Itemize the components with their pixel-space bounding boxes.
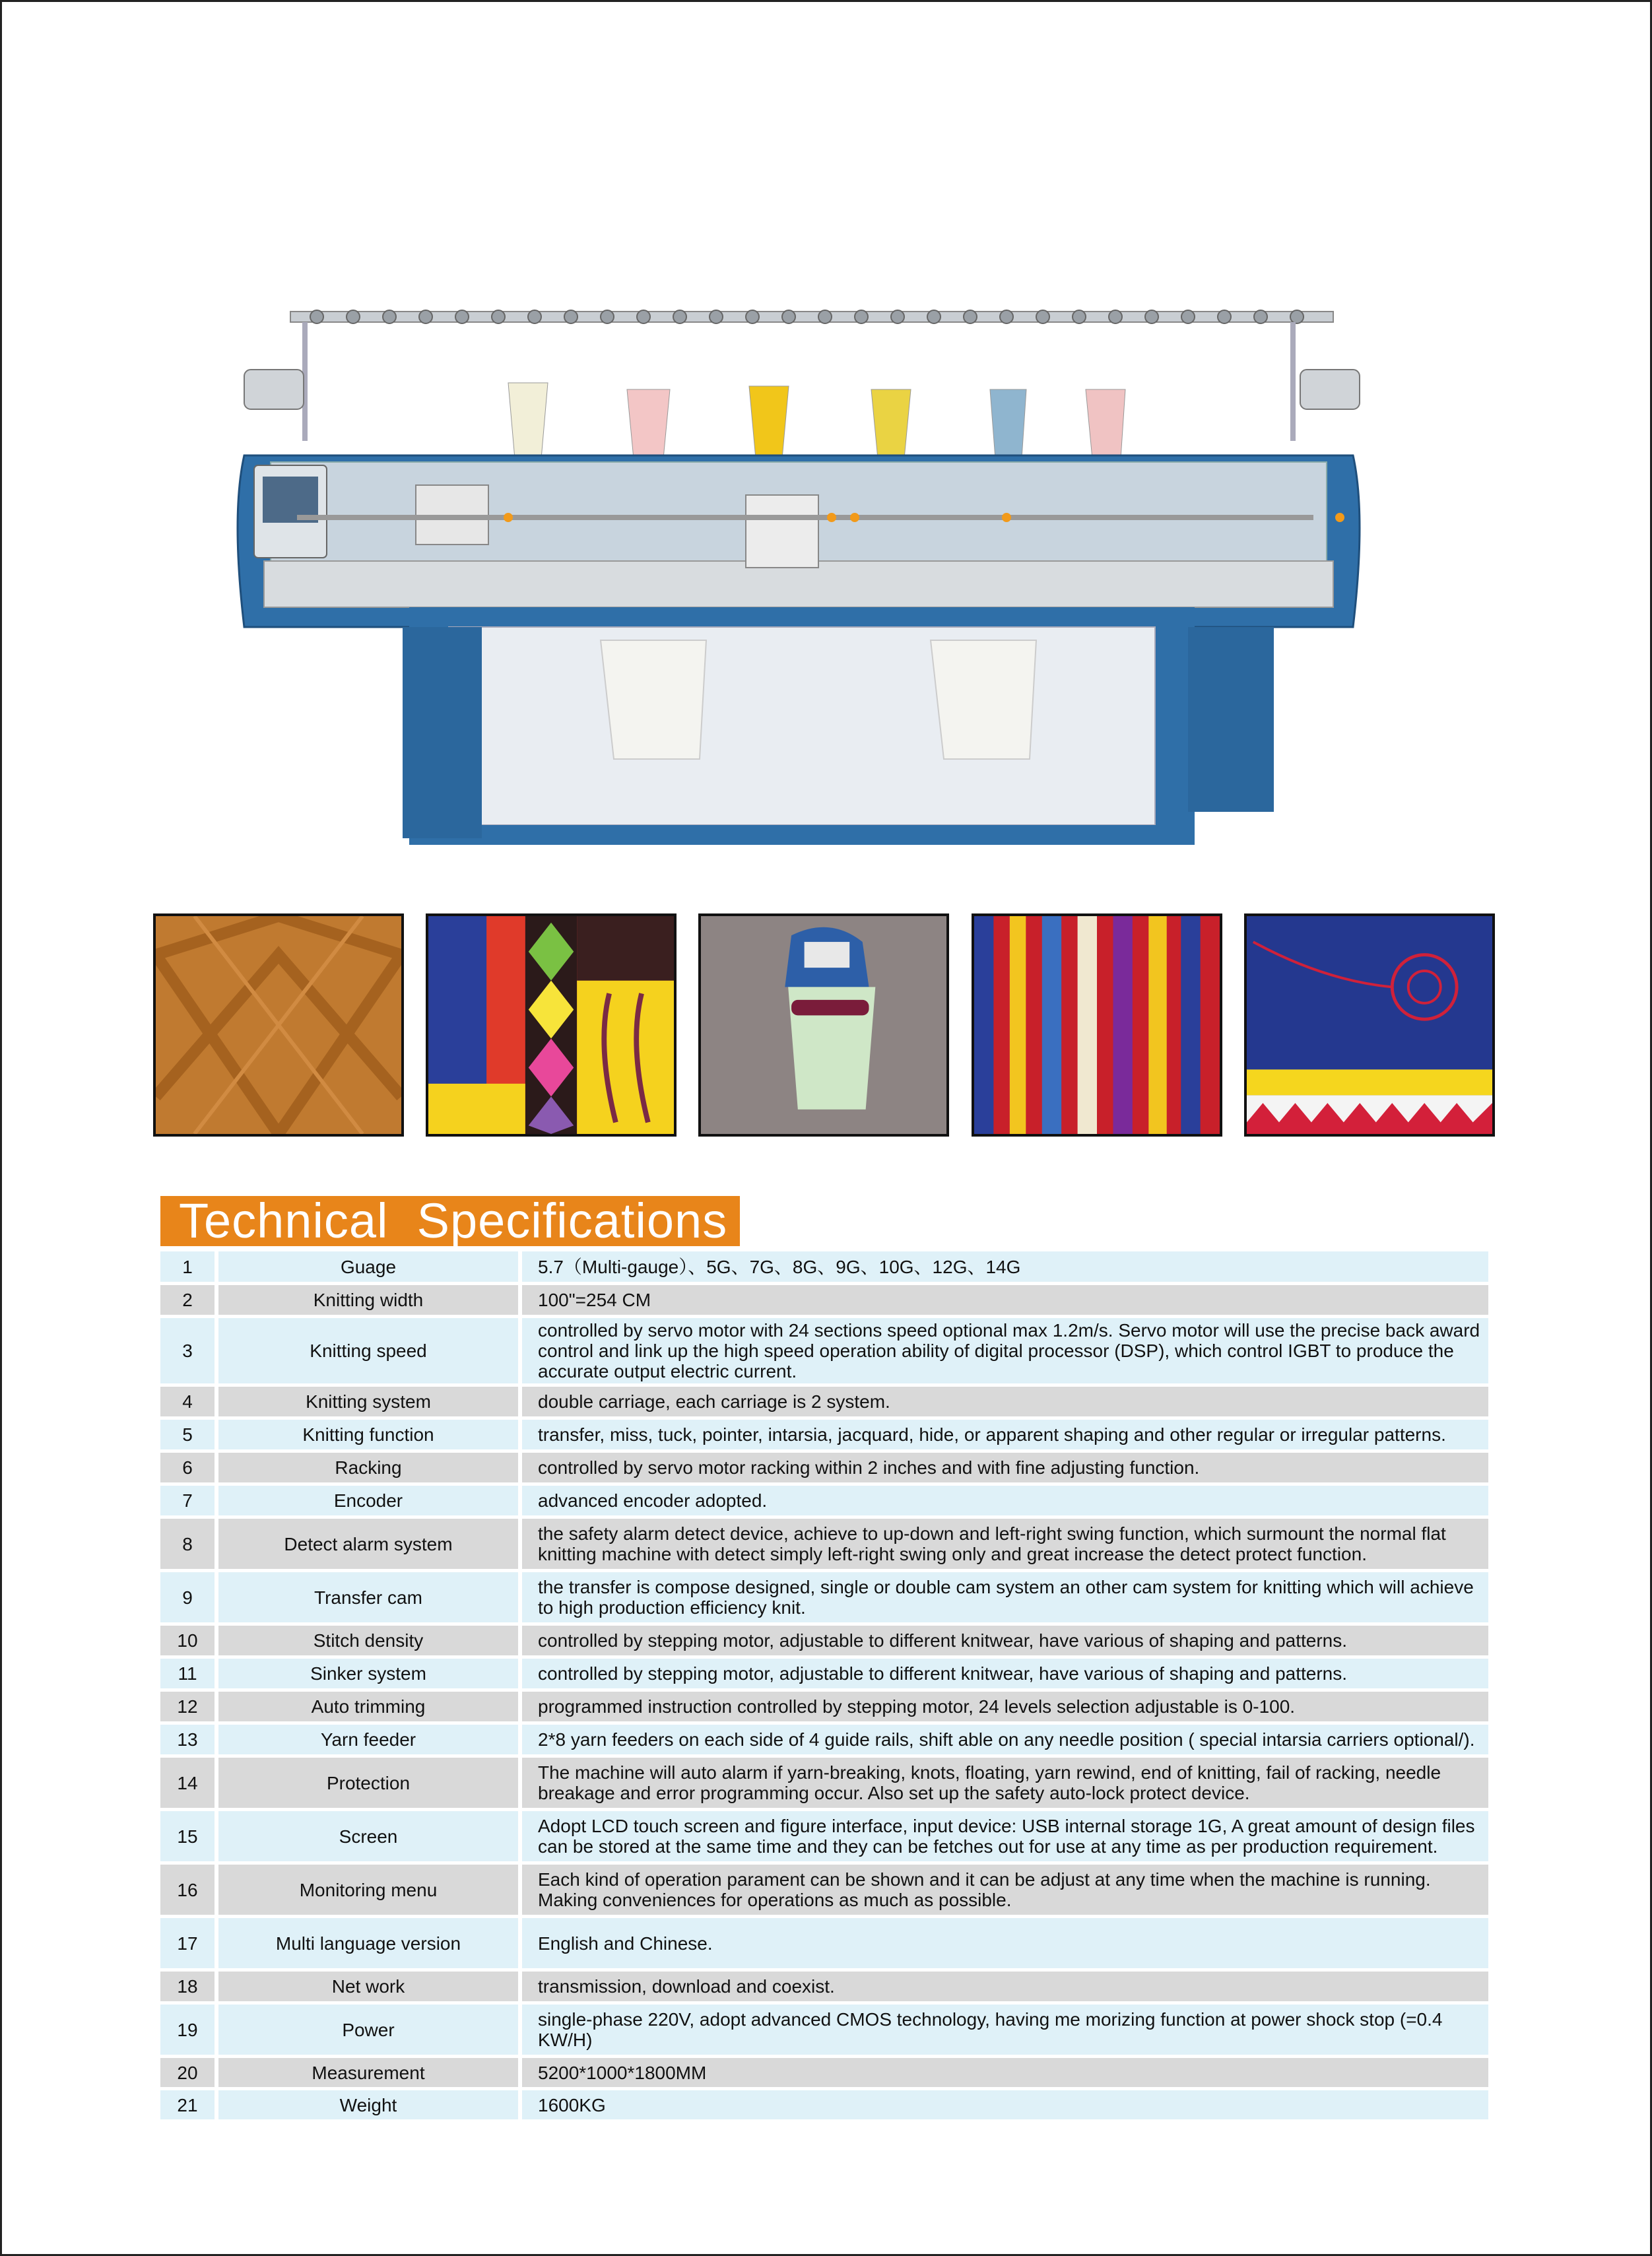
intarsia-argyle-sample — [428, 916, 674, 1134]
row-number: 1 — [160, 1251, 215, 1282]
spec-name: Detect alarm system — [218, 1519, 518, 1569]
spec-value: controlled by servo motor racking within 2 inches and with fine adjusting function. — [522, 1453, 1488, 1482]
spec-value: the transfer is compose designed, single or double cam system an other cam system for knitting which will achieve to high production efficiency knit. — [522, 1572, 1488, 1622]
spec-name: Knitting speed — [218, 1318, 518, 1383]
spec-name: Multi language version — [218, 1918, 518, 1968]
spec-value: advanced encoder adopted. — [522, 1486, 1488, 1515]
table-row — [160, 1251, 1488, 1282]
row-number: 15 — [160, 1811, 215, 1861]
spec-value: English and Chinese. — [522, 1918, 1488, 1968]
spec-value: transmission, download and coexist. — [522, 1972, 1488, 2001]
row-number: 18 — [160, 1972, 215, 2001]
row-number: 16 — [160, 1865, 215, 1915]
table-row — [160, 1572, 1488, 1622]
spec-value: 5200*1000*1800MM — [522, 2058, 1488, 2087]
row-number: 10 — [160, 1626, 215, 1655]
row-number: 12 — [160, 1692, 215, 1721]
table-row — [160, 1285, 1488, 1315]
spec-name: Power — [218, 2005, 518, 2055]
spec-name: Knitting width — [218, 1285, 518, 1315]
sample-swatch-2 — [426, 913, 677, 1137]
sample-swatch-4 — [972, 913, 1222, 1137]
table-row — [160, 1918, 1488, 1968]
rose-embroidery-sample — [1247, 916, 1492, 1134]
row-number: 20 — [160, 2058, 215, 2087]
table-row — [160, 1972, 1488, 2001]
table-row — [160, 1811, 1488, 1861]
table-row — [160, 2058, 1488, 2087]
spec-value: transfer, miss, tuck, pointer, intarsia, jacquard, hide, or apparent shaping and other regular or irregular patterns. — [522, 1420, 1488, 1449]
spec-value: programmed instruction controlled by stepping motor, 24 levels selection adjustable is 0-100. — [522, 1692, 1488, 1721]
spec-value: the safety alarm detect device, achieve to up-down and left-right swing function, which surmount the normal flat knitting machine with detect simply left-right swing only and great increase the detect protect function. — [522, 1519, 1488, 1569]
row-number: 17 — [160, 1918, 215, 1968]
cable-knit-sample — [156, 916, 401, 1134]
spec-value: double carriage, each carriage is 2 system. — [522, 1387, 1488, 1416]
table-row — [160, 1519, 1488, 1569]
spec-value: 2*8 yarn feeders on each side of 4 guide rails, shift able on any needle position ( special intarsia carriers optional/). — [522, 1725, 1488, 1754]
table-row — [160, 1865, 1488, 1915]
striped-jacquard-sample — [974, 916, 1220, 1134]
table-row — [160, 1420, 1488, 1449]
spec-name: Sinker system — [218, 1659, 518, 1688]
table-row — [160, 1758, 1488, 1808]
table-row — [160, 1659, 1488, 1688]
spec-value: 100"=254 CM — [522, 1285, 1488, 1315]
spec-value: controlled by servo motor with 24 sections speed optional max 1.2m/s. Servo motor will use the precise back award control and link up the high speed operation ability of digital processor (DSP), which control IGBT to produce the accurate output electric current. — [522, 1318, 1488, 1383]
row-number: 5 — [160, 1420, 215, 1449]
spec-name: Measurement — [218, 2058, 518, 2087]
table-row — [160, 1318, 1488, 1383]
spec-name: Racking — [218, 1453, 518, 1482]
spec-name: Auto trimming — [218, 1692, 518, 1721]
spec-name: Net work — [218, 1972, 518, 2001]
sample-swatch-3 — [698, 913, 949, 1137]
table-row — [160, 1387, 1488, 1416]
spec-name: Yarn feeder — [218, 1725, 518, 1754]
spec-name: Guage — [218, 1251, 518, 1282]
spec-title: Technical Specifications — [160, 1196, 740, 1246]
spec-name: Stitch density — [218, 1626, 518, 1655]
spec-name: Transfer cam — [218, 1572, 518, 1622]
row-number: 6 — [160, 1453, 215, 1482]
spec-value: Each kind of operation parament can be shown and it can be adjust at any time when the machine is running. Making conveniences for operations as much as possible. — [522, 1865, 1488, 1915]
spec-name: Knitting system — [218, 1387, 518, 1416]
table-row — [160, 1725, 1488, 1754]
spec-name: Screen — [218, 1811, 518, 1861]
table-row — [160, 2005, 1488, 2055]
spec-name: Protection — [218, 1758, 518, 1808]
row-number: 14 — [160, 1758, 215, 1808]
table-row — [160, 2090, 1488, 2119]
row-number: 21 — [160, 2090, 215, 2119]
table-row — [160, 1486, 1488, 1515]
row-number: 8 — [160, 1519, 215, 1569]
spec-value: 5.7（Multi-gauge）、5G、7G、8G、9G、10G、12G、14G — [522, 1251, 1488, 1282]
row-number: 4 — [160, 1387, 215, 1416]
table-row — [160, 1692, 1488, 1721]
row-number: 2 — [160, 1285, 215, 1315]
knitting-machine-image — [218, 297, 1393, 878]
sample-swatch-5 — [1244, 913, 1495, 1137]
row-number: 19 — [160, 2005, 215, 2055]
spec-name: Weight — [218, 2090, 518, 2119]
table-row — [160, 1453, 1488, 1482]
row-number: 13 — [160, 1725, 215, 1754]
spec-value: 1600KG — [522, 2090, 1488, 2119]
spec-value: single-phase 220V, adopt advanced CMOS technology, having me morizing function at power shock stop (=0.4 KW/H) — [522, 2005, 1488, 2055]
spec-name: Encoder — [218, 1486, 518, 1515]
spec-name: Knitting function — [218, 1420, 518, 1449]
row-number: 7 — [160, 1486, 215, 1515]
spec-name: Monitoring menu — [218, 1865, 518, 1915]
spec-table — [160, 1251, 1488, 2123]
table-row — [160, 1626, 1488, 1655]
spec-value: The machine will auto alarm if yarn-breaking, knots, floating, yarn rewind, end of knitting, fail of racking, needle breakage and error programming occur. Also set up the safety auto-lock protect device. — [522, 1758, 1488, 1808]
spec-value: controlled by stepping motor, adjustable to different knitwear, have various of shaping and patterns. — [522, 1626, 1488, 1655]
portrait-jacquard-sample — [701, 916, 946, 1134]
spec-value: Adopt LCD touch screen and figure interface, input device: USB internal storage 1G, A great amount of design files can be stored at the same time and they can be fetches out for use at any time as per production requirement. — [522, 1811, 1488, 1861]
sample-swatch-1 — [153, 913, 404, 1137]
row-number: 9 — [160, 1572, 215, 1622]
row-number: 11 — [160, 1659, 215, 1688]
row-number: 3 — [160, 1318, 215, 1383]
spec-value: controlled by stepping motor, adjustable to different knitwear, have various of shaping and patterns. — [522, 1659, 1488, 1688]
